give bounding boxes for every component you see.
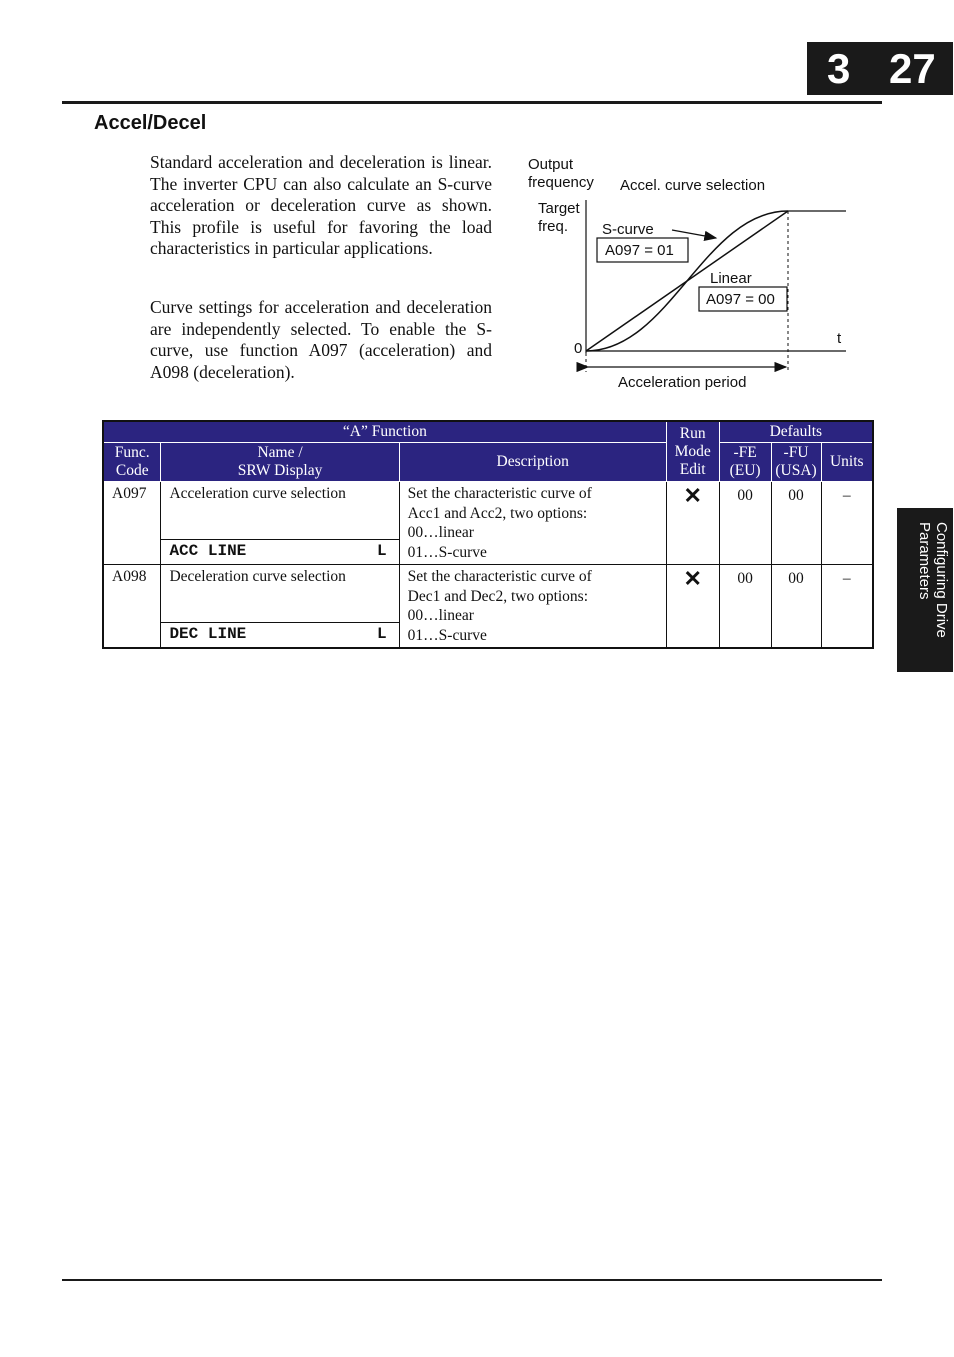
- s-curve-pointer: [672, 230, 716, 238]
- run-mode-edit-icon: ✕: [666, 482, 719, 565]
- run-mode-header: Run Mode Edit: [666, 421, 719, 482]
- srw-display: DEC LINE L: [161, 623, 399, 648]
- origin-label: 0: [574, 340, 583, 357]
- target-freq-label-line2: freq.: [538, 218, 569, 235]
- name-header: Name / SRW Display: [161, 443, 399, 482]
- chapter-side-tab: [897, 508, 953, 672]
- units: –: [821, 565, 873, 649]
- param-name: Deceleration curve selection: [161, 565, 399, 623]
- page-number: 27: [889, 45, 936, 92]
- accel-curve-chart: [520, 150, 860, 400]
- table-row: [103, 565, 873, 623]
- srw-display: ACC LINE L: [161, 540, 399, 565]
- param-description: Set the characteristic curve of Acc1 and Acc2, two options: 00…linear 01…S-curve: [399, 482, 666, 565]
- footer-rule: [62, 1279, 882, 1281]
- default-fu: 00: [771, 565, 821, 649]
- function-group-header: “A” Function: [103, 421, 666, 443]
- linear-label: Linear: [710, 270, 752, 287]
- intro-paragraph: Standard acceleration and deceleration is linear. The inverter CPU can also calculate an S-curve acceleration or deceleration curve as shown. This profile is useful for favoring the load characteristics in particular applications.: [150, 152, 492, 258]
- linear-setting: A097 = 00: [706, 291, 775, 308]
- target-freq-label-line1: Target: [538, 200, 580, 217]
- func-code: A098: [103, 565, 161, 649]
- page-number-tab: [807, 42, 953, 95]
- settings-paragraph: Curve settings for acceleration and deceleration are independently selected. To enable the S-curve, use function A097 (acceleration) and A098 (deceleration).: [150, 297, 492, 382]
- param-description: Set the characteristic curve of Dec1 and Dec2, two options: 00…linear 01…S-curve: [399, 565, 666, 649]
- x-axis-label: t: [837, 330, 842, 347]
- default-fe: 00: [719, 482, 771, 565]
- function-table: [102, 420, 874, 649]
- param-name: Acceleration curve selection: [161, 482, 399, 540]
- func-code-header: Func. Code: [103, 443, 161, 482]
- period-label: Acceleration period: [618, 374, 747, 391]
- fe-header: -FE (EU): [719, 443, 771, 482]
- default-fe: 00: [719, 565, 771, 649]
- chart-title: Accel. curve selection: [620, 177, 766, 194]
- header-rule: [62, 101, 882, 104]
- run-mode-edit-icon: ✕: [666, 565, 719, 649]
- table-row: [103, 482, 873, 540]
- default-fu: 00: [771, 482, 821, 565]
- s-curve-label: S-curve: [602, 221, 654, 238]
- units-header: Units: [821, 443, 873, 482]
- units: –: [821, 482, 873, 565]
- chapter-number: 3: [827, 45, 851, 92]
- y-axis-label-line2: frequency: [528, 174, 594, 191]
- func-code: A097: [103, 482, 161, 565]
- s-curve-setting: A097 = 01: [605, 242, 674, 259]
- side-tab-line2: Parameters: [916, 522, 933, 600]
- defaults-header: Defaults: [719, 421, 873, 443]
- description-header: Description: [399, 443, 666, 482]
- section-title: Accel/Decel: [94, 112, 207, 134]
- side-tab-line1: Configuring Drive: [933, 522, 950, 638]
- fu-header: -FU (USA): [771, 443, 821, 482]
- y-axis-label-line1: Output: [528, 156, 574, 173]
